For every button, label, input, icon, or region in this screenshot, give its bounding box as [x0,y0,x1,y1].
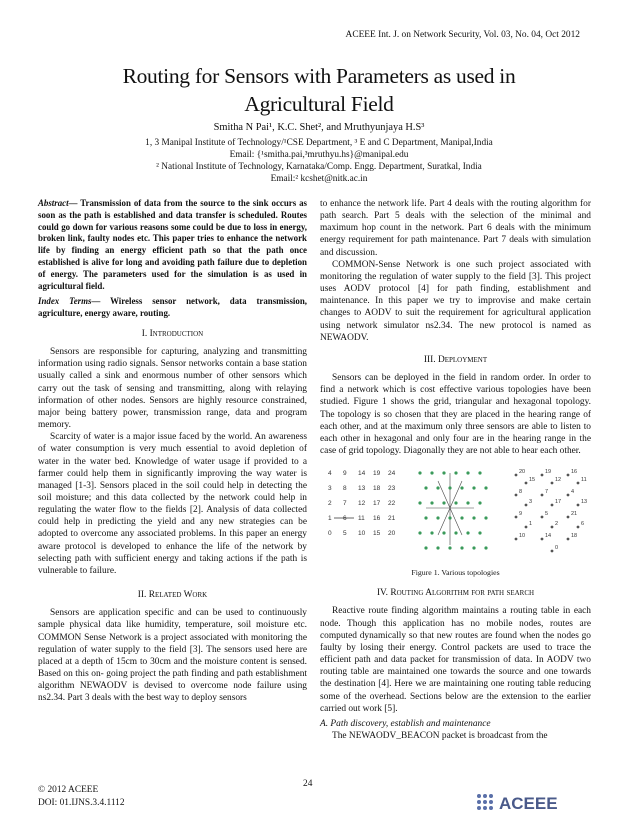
hex-node [567,538,570,541]
hex-node [551,526,554,529]
tri-node [436,487,439,490]
hex-node [551,550,554,553]
grid-node-label: 17 [373,500,381,508]
grid-node-label: 23 [388,485,396,493]
title-line-2: Agricultural Field [244,92,394,116]
hex-node-label: 17 [555,499,562,506]
hex-node-label: 16 [571,469,578,476]
grid-node-label: 16 [373,515,381,523]
hex-node-label: 15 [529,477,536,484]
tri-node [484,547,487,550]
left-column [38,198,307,705]
hex-node [541,516,544,519]
tri-node [454,532,457,535]
related-work-paragraph: Sensors are application specific and can be used to continuously sample physical data like humidity, temperature, soil moisture etc. COMMON Sense Network is a project associated with monitoring the regulation of water supply to the field [3]. The sensors used here are placed at a depth of 15cm to 30cm and the moisture content is sensed. Based on this on- going project the path finding and path establishment algorithm NEWAODV is devised to overcome node failure using ns2.34. Part 3 deals with the best way to deploy sensors [38,608,307,704]
grid-node-label: 12 [358,500,366,508]
tri-link [450,508,462,535]
triangular-topology [418,472,487,550]
hex-node-label: 1 [529,521,533,528]
grid-topology [328,470,396,537]
grid-node-label: 24 [388,470,396,478]
tri-node [436,547,439,550]
hex-node-label: 0 [555,545,559,552]
copyright: © 2012 ACEEE [38,785,99,795]
tri-node [478,472,481,475]
tri-node [466,472,469,475]
subsection-a-paragraph: The NEWAODV_BEACON packet is broadcast from the [332,731,548,741]
grid-node-label: 20 [388,530,396,538]
tri-node [424,487,427,490]
right-paragraph-1: to enhance the network life. Part 4 deals with the routing algorithm for path search. Part 5 deals with the selection of the minimal and maximum hop count in the network. Part 6 deals with the minimum energy requirement for path maintenance. Part 7 deals with simulation and discussion. [320,199,591,258]
hex-node-label: 8 [519,489,523,496]
abstract [38,198,307,292]
figure-caption: Figure 1. Various topologies [411,568,500,578]
grid-node-label: 6 [343,515,347,523]
hex-node [577,482,580,485]
tri-node [418,532,421,535]
hex-node-label: 19 [545,469,552,476]
topology-diagrams [320,463,591,563]
grid-node-label: 15 [373,530,381,538]
hex-node [551,504,554,507]
grid-node-label: 14 [358,470,366,478]
aceee-logo-icon [473,790,583,814]
doi: DOI: 01.IJNS.3.4.1112 [38,798,125,808]
tri-node [466,532,469,535]
hex-node [525,482,528,485]
hex-node-label: 7 [545,489,549,496]
tri-node [442,502,445,505]
grid-node-label: 19 [373,470,381,478]
hex-node [551,482,554,485]
grid-node-label: 11 [358,515,365,523]
tri-node [448,487,451,490]
section-heading-related-work: II. Related Work [137,590,208,601]
tri-node [472,517,475,520]
logo-text: ACEEE [499,794,558,813]
grid-node-label: 4 [328,470,332,478]
hex-node [525,526,528,529]
topology-figure [320,463,591,563]
tri-node [484,517,487,520]
affiliation-1: 1, 3 Manipal Institute of Technology/¹CSE Department, ³ E and C Department, Manipal,India [145,138,493,148]
hex-node-label: 13 [581,499,588,506]
grid-node-label: 8 [343,485,347,493]
tri-node [484,487,487,490]
hexagonal-topology [515,469,588,552]
hex-node [541,494,544,497]
hex-node [515,474,518,477]
hex-node-label: 21 [571,511,578,518]
tri-node [454,502,457,505]
hex-node-label: 14 [545,533,552,540]
section-heading-introduction: I. Introduction [141,328,204,339]
tri-node [466,502,469,505]
grid-node-label: 3 [328,485,332,493]
hex-node-label: 20 [519,469,526,476]
hex-node-label: 4 [571,489,575,496]
hex-node-label: 9 [519,511,523,518]
grid-node-label: 10 [358,530,366,538]
deployment-paragraph: Sensors can be deployed in the field in random order. In order to find a network which is cost effective various topologies have been studied. Figure 1 shows the grid, triangular and hexagonal topology. The topology is so chosen that they are placed in the hearing range of each other, and at the maximum only three sensors are able to listen to each other in hexagonal and only four are in the hearing range in the case of grid topology. Diagonally they are not able to hear each other. [320,373,591,456]
grid-node-label: 9 [343,470,347,478]
hex-node [567,494,570,497]
keywords [38,296,307,320]
tri-node [448,547,451,550]
tri-node [472,487,475,490]
page-number: 24 [303,779,313,789]
abstract-label: Abstract— [38,198,78,208]
hex-node [525,504,528,507]
grid-node-label: 7 [343,500,347,508]
tri-node [448,517,451,520]
tri-node [424,547,427,550]
section-heading-routing: IV. Routing Algorithm for path search [376,588,535,599]
tri-node [430,472,433,475]
tri-node [478,502,481,505]
grid-node-label: 5 [343,530,347,538]
right-paragraph-2: COMMON-Sense Network is one such project associated with monitoring the regulation of water supply to the field [3]. This project uses AODV protocol [4] for path finding, establishment and maintenance. In this paper we try to improvise and make certain changes to AODV to suit the requirement for agricultural application using network simulator ns2.34. The new protocol is named as NEWAODV. [320,259,591,343]
routing-paragraph: Reactive route finding algorithm maintains a routing table in each node. Though this application has no mobile nodes, routes are computed dynamically so that new routes are found when the nodes go faulty by losing their energy. Control packets are used to trace the efficient path and data packet for transmission of data. In AODV two routing table are maintained one towards the source and one towards the destination [4]. Here we are maintaining one routing table reducing some of the overhead. Sections below are the extension to the earlier carried out work [5]. [320,606,591,714]
hex-node-label: 2 [555,521,559,528]
keywords-text: Wireless sensor network, data transmission, agriculture, energy aware, routing. [38,296,307,319]
hex-node [541,474,544,477]
hex-node-label: 10 [519,533,526,540]
grid-node-label: 13 [358,485,366,493]
hex-node [515,516,518,519]
tri-node [424,517,427,520]
tri-node [418,502,421,505]
hex-node [577,526,580,529]
authors: Smitha N Pai¹, K.C. Shet², and Mruthyunjaya H.S³ [213,122,425,133]
tri-link [438,508,450,535]
hex-node [567,516,570,519]
tri-node [442,532,445,535]
grid-node-label: 21 [388,515,396,523]
hex-node-label: 5 [545,511,549,518]
tri-node [442,472,445,475]
tri-node [460,487,463,490]
grid-node-label: 0 [328,530,332,538]
hex-node-label: 6 [581,521,585,528]
tri-node [430,532,433,535]
title-line-1: Routing for Sensors with Parameters as used in [122,64,516,88]
hex-node [515,538,518,541]
intro-paragraph-2: Scarcity of water is a major issue faced by the world. An awareness of water consumption is very much essential to avoid depletion of water in the water bed. Knowledge of water usage if provided to a farmer could help them in significantly improving the way water is managed [1-3]. Sensors placed in the soil could help in detecting the soil moisture; and this data collected by the network could help in regulating the water flow to the fields [2]. Analysis of data collected could help in predicting the yield and any new strategies can be adopted to overcome any associated problems. In this paper an energy aware protocol is developed to enhance the life of the network by selecting path with sufficient energy and taking actions if the path is vulnerable to failure. [38,432,307,576]
hex-node-label: 11 [581,477,587,484]
hex-node [577,504,580,507]
tri-node [454,472,457,475]
subsection-heading-a: A. Path discovery, establish and maintenance [320,718,491,729]
grid-node-label: 2 [328,500,332,508]
hex-node [515,494,518,497]
grid-node-label: 18 [373,485,381,493]
right-column [320,198,591,742]
hex-node [567,474,570,477]
keywords-label: Index Terms— [38,296,101,307]
journal-header: ACEEE Int. J. on Network Security, Vol. 03, No. 04, Oct 2012 [345,30,580,40]
hex-node-label: 12 [555,477,562,484]
grid-node-label: 22 [388,500,396,508]
hex-node-label: 18 [571,533,578,540]
affiliation-2: ² National Institute of Technology, Karnataka/Comp. Engg. Department, Suratkal, India [156,162,482,172]
email-2: Email:² kcshet@nitk.ac.in [270,174,368,184]
section-heading-deployment: III. Deployment [423,354,488,365]
tri-node [478,532,481,535]
tri-node [436,517,439,520]
tri-node [418,472,421,475]
email-1: Email: {¹smitha.pai,³mruthyu.hs}@manipal.edu [229,150,409,160]
tri-node [472,547,475,550]
hex-node-label: 3 [529,499,533,506]
grid-node-label: 1 [328,515,332,523]
hex-node [541,538,544,541]
tri-node [460,547,463,550]
tri-node [430,502,433,505]
paper-title [60,62,578,118]
tri-node [460,517,463,520]
abstract-text: Transmission of data from the source to the sink occurs as soon as the path is established and data transfer is scheduled. Routes could go down for various reasons some could be due to loss in energy, broken link, faulty nodes etc. This paper tries to enhance the network life by finding an energy efficient path so that the path once established is alive for long and avoiding path failure due to depletion of energy. The parameters used for the simulation is as used in agricultural field. [38,198,307,291]
intro-paragraph-1: Sensors are responsible for capturing, analyzing and transmitting information using radio signals. Sensor networks contain a base station usually called a sink and enormous number of other sensors which carry out the task of sensing and transmitting, along with relaying information of other nodes. Sensors are highly resource constrained, major being battery power, transmission range, data and program memory. [38,347,307,431]
aceee-logo [473,790,583,819]
